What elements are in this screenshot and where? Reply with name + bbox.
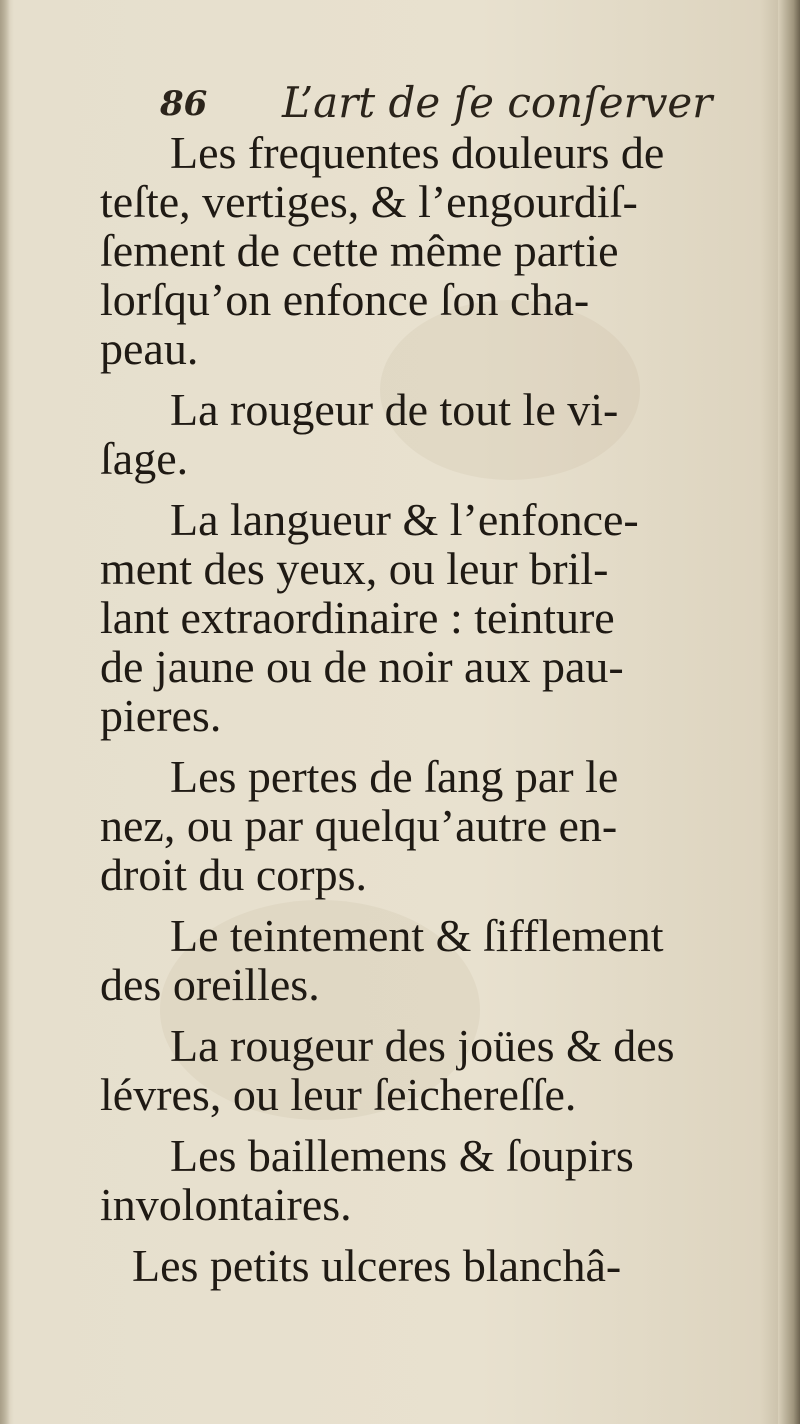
paragraph <box>100 1021 740 1119</box>
page-gutter-shadow <box>0 0 10 1424</box>
paragraph <box>100 1241 740 1290</box>
text-line: ſage. <box>100 433 189 484</box>
text-line: involontaires. <box>100 1179 352 1230</box>
text-line: ment des yeux, ou leur bril- <box>100 543 609 594</box>
text-line: Les frequentes douleurs de <box>170 127 665 178</box>
text-line: Les petits ulceres blanchâ- <box>132 1240 622 1291</box>
text-line: peau. <box>100 323 199 374</box>
body-text <box>100 128 740 1302</box>
text-line: La langueur & l’enfonce- <box>170 494 639 545</box>
text-line: nez, ou par quelqu’autre en- <box>100 800 618 851</box>
text-line: lévres, ou leur ſeichereſſe. <box>100 1069 577 1120</box>
text-line: La rougeur des joües & des <box>170 1020 675 1071</box>
text-line: La rougeur de tout le vi- <box>170 384 619 435</box>
text-line: des oreilles. <box>100 959 320 1010</box>
text-line: lant extraordinaire : teinture <box>100 592 615 643</box>
page-edge <box>778 0 800 1424</box>
paragraph <box>100 495 740 740</box>
text-line: lorſqu’on enfonce ſon cha- <box>100 274 590 325</box>
paragraph <box>100 128 740 373</box>
text-line: Les baillemens & ſoupirs <box>170 1130 634 1181</box>
text-line: Les pertes de ſang par le <box>170 751 619 802</box>
text-line: de jaune ou de noir aux pau- <box>100 641 624 692</box>
paragraph <box>100 385 740 483</box>
text-line: ſement de cette même partie <box>100 225 619 276</box>
running-title: L’art de ſe conſerver <box>282 78 713 127</box>
paragraph <box>100 752 740 899</box>
paragraph <box>100 911 740 1009</box>
text-line: teſte, vertiges, & l’engourdiſ- <box>100 176 638 227</box>
text-line: droit du corps. <box>100 849 368 900</box>
page-number: 86 <box>160 84 208 124</box>
text-line: pieres. <box>100 690 222 741</box>
text-line: Le teintement & ſifflement <box>170 910 664 961</box>
paragraph <box>100 1131 740 1229</box>
